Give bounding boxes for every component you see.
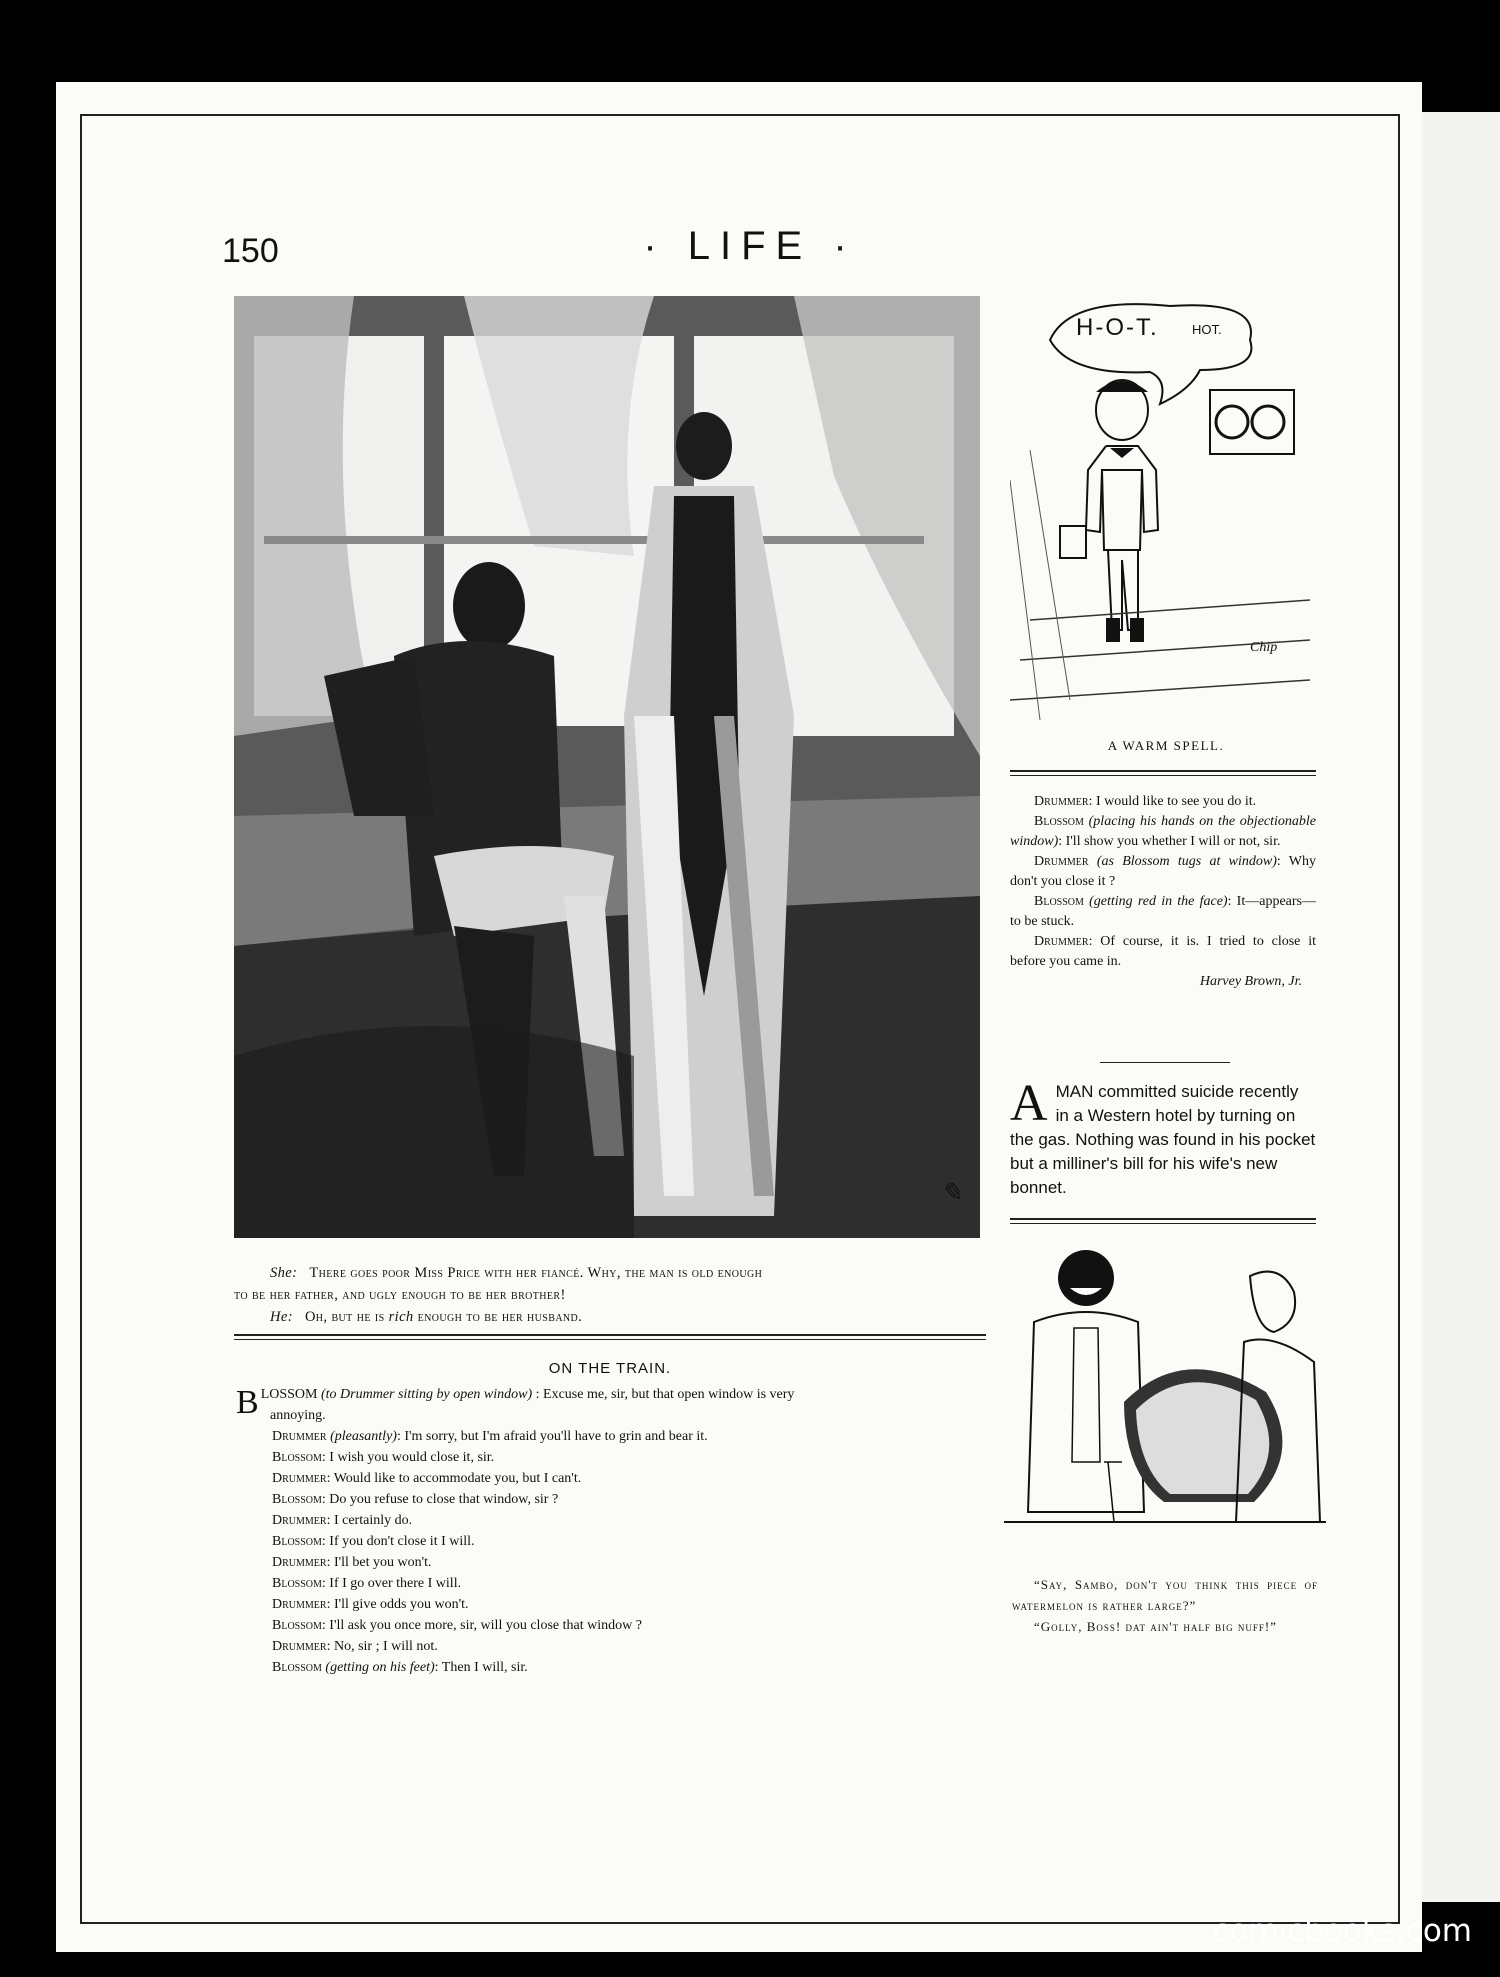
cont-para-3 — [1010, 852, 1316, 892]
short-divider — [1100, 1062, 1230, 1063]
story-line-stage: (pleasantly) — [330, 1429, 397, 1444]
story-line-speaker: Blossom — [272, 1534, 322, 1549]
cont-para-1 — [1010, 792, 1316, 812]
caption-he-line — [234, 1306, 986, 1328]
cont-speaker-2: Blossom — [1034, 814, 1084, 829]
story-line — [272, 1552, 988, 1573]
story-continued — [1010, 792, 1316, 992]
caption-she-line — [234, 1262, 986, 1284]
cont-para-4 — [1010, 892, 1316, 932]
story-line-text: : Then I will, sir. — [434, 1660, 528, 1675]
story-line — [272, 1426, 988, 1447]
cont-stage-2: (placing his hands on the objectionable window) — [1010, 814, 1317, 849]
story-line-text: : I'm sorry, but I'm afraid you'll have to grin and bear it. — [396, 1429, 708, 1444]
story-line-speaker: Drummer — [272, 1429, 327, 1444]
story-line — [272, 1489, 988, 1510]
story-line-speaker: Drummer — [272, 1597, 327, 1612]
cont-text-1: : I would like to see you do it. — [1088, 794, 1257, 809]
cont-text-3: : Why don't you close it ? — [1010, 854, 1316, 889]
boy-drawing — [1010, 300, 1322, 720]
story-line-speaker: Drummer — [272, 1639, 327, 1654]
story-line-speaker: Blossom — [272, 1618, 322, 1633]
story-line-speaker: Blossom — [272, 1576, 322, 1591]
cont-speaker-5: Drummer — [1034, 934, 1089, 949]
caption-she-text-1: There goes poor Miss Price with her fiancé. Why, the man is old enough — [309, 1265, 763, 1281]
caption-he-label: He: — [270, 1309, 293, 1325]
right-divider-2 — [1010, 1218, 1316, 1224]
cont-text-5: : Of course, it is. I tried to close it before you came in. — [1010, 934, 1316, 969]
watermelon-caption-2: “Golly, Boss! dat ain't half big nuff!” — [1034, 1619, 1277, 1634]
story-line-text: : I'll ask you once more, sir, will you close that window ? — [321, 1618, 642, 1633]
story-line-stage: (getting on his feet) — [325, 1660, 435, 1675]
cont-stage-4: (getting red in the face) — [1089, 894, 1228, 909]
story-line-speaker: Drummer — [272, 1555, 327, 1570]
story-line — [272, 1447, 988, 1468]
story-line-speaker: Blossom — [272, 1660, 322, 1675]
story-line — [272, 1615, 988, 1636]
story-line — [272, 1657, 988, 1678]
watermelon-caption-1: “Say, Sambo, don't you think this piece of watermelon is rather large?” — [1012, 1577, 1318, 1613]
story-first-cont: annoying. — [270, 1408, 326, 1423]
caption-she-text-2: to be her father, and ugly enough to be her brother! — [234, 1287, 566, 1303]
cont-speaker-3: Drummer — [1034, 854, 1089, 869]
story-body — [236, 1384, 988, 1678]
main-illustration — [234, 296, 980, 1238]
masthead-title: · LIFE · — [643, 224, 857, 268]
man-story-text: MAN committed suicide recently in a Western hotel by turning on the gas. Nothing was found in his pocket but a milliner's bill for his wife's new bonnet. — [1010, 1082, 1316, 1197]
cont-stage-3: (as Blossom tugs at window) — [1096, 854, 1277, 869]
story-line-text: : If I go over there I will. — [321, 1576, 462, 1591]
story-first-stage: (to Drummer sitting by open window) — [320, 1387, 533, 1402]
story-line — [272, 1531, 988, 1552]
story-line-speaker: Blossom — [272, 1450, 322, 1465]
story-line-text: : No, sir ; I will not. — [326, 1639, 438, 1654]
story-first-speaker: LOSSOM — [260, 1387, 318, 1402]
watermelon-drawing — [1004, 1232, 1326, 1562]
man-suicide-paragraph — [1010, 1075, 1316, 1200]
caption-he-emph: rich — [388, 1309, 414, 1325]
story-line-text: : I'll bet you won't. — [326, 1555, 432, 1570]
cont-para-5 — [1010, 932, 1316, 972]
warm-spell-caption: A WARM SPELL. — [1107, 738, 1225, 753]
story-line-speaker: Blossom — [272, 1492, 322, 1507]
main-artist-signature: ✎ — [940, 1178, 962, 1207]
page-number: 150 — [222, 232, 279, 270]
story-line-text: : I'll give odds you won't. — [326, 1597, 469, 1612]
caption-he-pre: Oh, but he is — [304, 1309, 385, 1325]
cont-text-2: : I'll show you whether I will or not, sir. — [1058, 834, 1281, 849]
hot-bubble-small: HOT. — [1192, 322, 1222, 337]
cont-speaker-1: Drummer — [1034, 794, 1089, 809]
divider-rule — [234, 1334, 986, 1340]
watermelon-cartoon-illustration — [1004, 1232, 1326, 1562]
hot-cartoon-illustration — [1010, 300, 1322, 720]
caption-she-line-2 — [234, 1284, 986, 1306]
cont-para-2 — [1010, 812, 1316, 852]
site-watermark: comicbooks.com — [1212, 1913, 1472, 1949]
story-line-text: : I wish you would close it, sir. — [321, 1450, 495, 1465]
cont-text-4: : It—appears—to be stuck. — [1010, 894, 1316, 929]
story-line — [272, 1510, 988, 1531]
right-divider-1 — [1010, 770, 1316, 776]
story-line-text: : Do you refuse to close that window, sir ? — [321, 1492, 559, 1507]
story-line — [272, 1468, 988, 1489]
cont-speaker-4: Blossom — [1034, 894, 1084, 909]
story-line-speaker: Drummer — [272, 1471, 327, 1486]
next-page-edge — [1422, 112, 1500, 1902]
story-first-line — [236, 1384, 988, 1426]
story-line — [272, 1573, 988, 1594]
watermelon-caption — [1012, 1574, 1318, 1637]
story-line — [272, 1594, 988, 1615]
story-line-speaker: Drummer — [272, 1513, 327, 1528]
main-caption — [234, 1262, 986, 1328]
story-dropcap: B — [236, 1384, 259, 1421]
man-story-dropcap: A — [1010, 1075, 1048, 1132]
story-line-text: : I certainly do. — [326, 1513, 413, 1528]
story-first-text: : Excuse me, sir, but that open window is very — [535, 1387, 795, 1402]
caption-she-label: She: — [270, 1265, 298, 1281]
hot-artist-signature: Chip — [1250, 640, 1278, 655]
parlor-scene-drawing — [234, 296, 980, 1238]
story-lines — [236, 1426, 988, 1678]
story-line-text: : If you don't close it I will. — [321, 1534, 475, 1549]
story-author-signature: Harvey Brown, Jr. — [1199, 974, 1302, 989]
story-line-text: : Would like to accommodate you, but I can't. — [326, 1471, 582, 1486]
hot-bubble-text: H-O-T. — [1076, 314, 1159, 341]
story-line — [272, 1636, 988, 1657]
story-title: ON THE TRAIN. — [548, 1360, 672, 1377]
caption-he-post: enough to be her husband. — [417, 1309, 583, 1325]
